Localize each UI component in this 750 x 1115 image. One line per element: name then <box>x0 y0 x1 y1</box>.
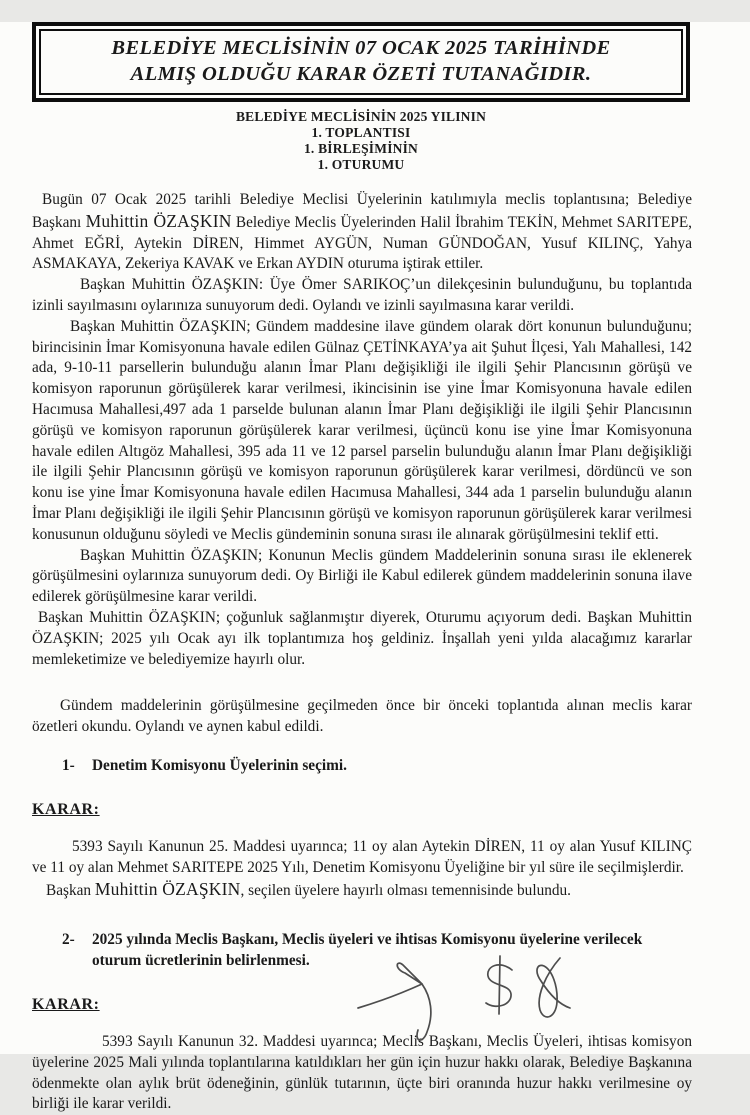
paragraph-additional-agenda-items: Başkan Muhittin ÖZAŞKIN; Gündem maddesine ilave gündem olarak dört konunun bulunduğunu; birincisinin İmar Komisyonuna havale edilen Gülnaz ÇETİNKAYA’ya ait Şuhut İlçesi, Yalı Mahallesi, 142 ada, 9-10-11 parsellerin bulunduğu alanın İmar Planı değişikliği ile ilgili Şehir Plancısının görüşü ve komisyon raporunun görüşülerek karar verilmesi, ikincisinin ise yine İmar Komisyonuna havale edilen Hacımusa Mahallesi,497 ada 1 parselde bulunan alanın İmar Planı değişikliği ile ilgili Şehir Plancısının görüşü ve komisyon raporunun görüşülerek karar verilmesi, üçüncü konu ise yine İmar Komisyonuna havale edilen Altıgöz Mahallesi, 395 ada 11 ve 12 parsel parselin bulunduğu alanın İmar Planı değişikliği ile ilgili Şehir Plancısının görüşü ve komisyon raporunun görüşülerek karar verilmesi, dördüncü ve son konu ise yine İmar Komisyonuna havale edilen Hacımusa Mahallesi, 344 ada 1 parselin bulunduğu alanın İmar Planı değişikliği ile ilgili Şehir Plancısının görüşü ve komisyon raporunun görüşülerek karar verilmesi konusunun olduğunu söyledi ve Meclis gündeminin sonuna sırası ile alınarak görüşülmesini teklif etti. <box>32 317 692 543</box>
title-box <box>32 22 690 102</box>
document-page <box>0 22 750 1113</box>
meeting-header <box>32 109 690 173</box>
agenda-item-1-mayor-remark <box>32 878 692 902</box>
agenda-item-2-decision-label: KARAR: <box>32 995 100 1013</box>
document-title-line2: ALMIŞ OLDUĞU KARAR ÖZETİ TUTANAĞIDIR. <box>130 63 592 85</box>
paragraph-previous-minutes: Gündem maddelerinin görüşülmesine geçilmeden önce bir önceki toplantıda alınan meclis karar özetleri okundu. Oylandı ve aynen kabul edildi. <box>32 697 692 736</box>
title-box-inner <box>39 29 683 95</box>
paragraph-attendance <box>32 190 692 275</box>
mayor-name: Muhittin ÖZAŞKIN <box>94 879 241 900</box>
initials-signature-right <box>478 948 588 1038</box>
meeting-header-assembly: 1. BİRLEŞİMİNİN <box>303 141 419 156</box>
attendance-text-suffix: Belediye Meclis Üyelerinden Halil İbrahim TEKİN, Mehmet SARITEPE, Ahmet EĞRİ, Aytekin DİREN, Himmet AYGÜN, Numan GÜNDOĞAN, Yusuf KILINÇ, Yahya ASMAKAYA, Zekeriya KAVAK ve Erkan AYDIN oturuma iştirak ettiler. <box>32 213 693 273</box>
agenda-item-1-heading <box>62 756 692 777</box>
paragraph-excused-member: Başkan Muhittin ÖZAŞKIN: Üye Ömer SARIKOÇ’un dilekçesinin bulunduğunu, bu toplantıda izinli sayılmasını oylarınıza sunuyorum dedi. Oylandı ve izinli sayılmasına karar verildi. <box>32 276 692 314</box>
attendance-text-prefix: Bugün 07 Ocak 2025 tarihli Belediye Meclisi Üyelerinin katılımıyla meclis toplantısına; Belediye Başkanı <box>32 191 692 231</box>
mayor-name: Muhittin ÖZAŞKIN <box>85 210 232 231</box>
meeting-header-council-year: BELEDİYE MECLİSİNİN 2025 YILININ <box>235 109 487 124</box>
remark-prefix: Başkan <box>46 882 95 900</box>
agenda-item-1 <box>0 756 750 902</box>
paragraph-agenda-vote: Başkan Muhittin ÖZAŞKIN; Konunun Meclis gündem Maddelerinin sonuna sırası ile eklenerek görüşülmesini oylarınıza sunuyorum dedi. Oy Birliği ile Kabul edilerek gündem maddelerinin sonuna ilave edilerek görüşülmesine karar verildi. <box>32 546 692 606</box>
meeting-header-session: 1. TOPLANTISI <box>311 125 411 140</box>
agenda-item-2-decision-text: 5393 Sayılı Kanunun 32. Maddesi uyarınca; Meclis Başkanı, Meclis Üyeleri, ihtisas komisyon üyelerine 2025 Mali yılında toplantılarına katıldıkları her gün için huzur hakkı olarak, Belediye Başkanına ödenmekte olan aylık brüt ödeneğinin, günlük tutarının, üçte biri oranında huzur hakkı verilmesine oy birliği ile karar verildi. <box>32 1032 692 1113</box>
agenda-item-1-number: 1- <box>62 756 75 774</box>
handwritten-paraph <box>352 952 447 1047</box>
meeting-header-sitting: 1. OTURUMU <box>317 157 405 172</box>
paraph-signature-left <box>352 952 447 1052</box>
agenda-item-1-title: Denetim Komisyonu Üyelerinin seçimi. <box>92 756 347 774</box>
agenda-item-1-decision-text: 5393 Sayılı Kanunun 25. Maddesi uyarınca; 11 oy alan Aytekin DİREN, 11 oy alan Yusuf KILINÇ ve 11 oy alan Mehmet SARITEPE 2025 Yılı, Denetim Komisyonu Üyeliğine bir yıl süre ile seçilmişlerdir. <box>32 837 692 876</box>
handwritten-initials <box>478 948 588 1033</box>
agenda-item-2-number: 2- <box>62 931 75 949</box>
agenda-item-2-title: 2025 yılında Meclis Başkanı, Meclis üyeleri ve ihtisas Komisyonu üyelerine verilecek oturum ücretlerinin belirlenmesi. <box>92 931 643 970</box>
document-body <box>32 190 692 738</box>
paragraph-session-opening: Başkan Muhittin ÖZAŞKIN; çoğunluk sağlanmıştır diyerek, Oturumu açıyorum dedi. Başkan Muhittin ÖZAŞKIN; 2025 yılı Ocak ayı ilk toplantımıza hoş geldiniz. İnşallah yeni yılda alacağımız kararlar memleketimize ve belediyemize hayırlı olur. <box>32 608 692 668</box>
remark-suffix: , seçilen üyelere hayırlı olması temennisinde bulundu. <box>240 882 571 900</box>
document-title-line1: BELEDİYE MECLİSİNİN 07 OCAK 2025 TARİHİNDE <box>111 37 611 59</box>
agenda-item-1-decision-label: KARAR: <box>32 800 100 818</box>
